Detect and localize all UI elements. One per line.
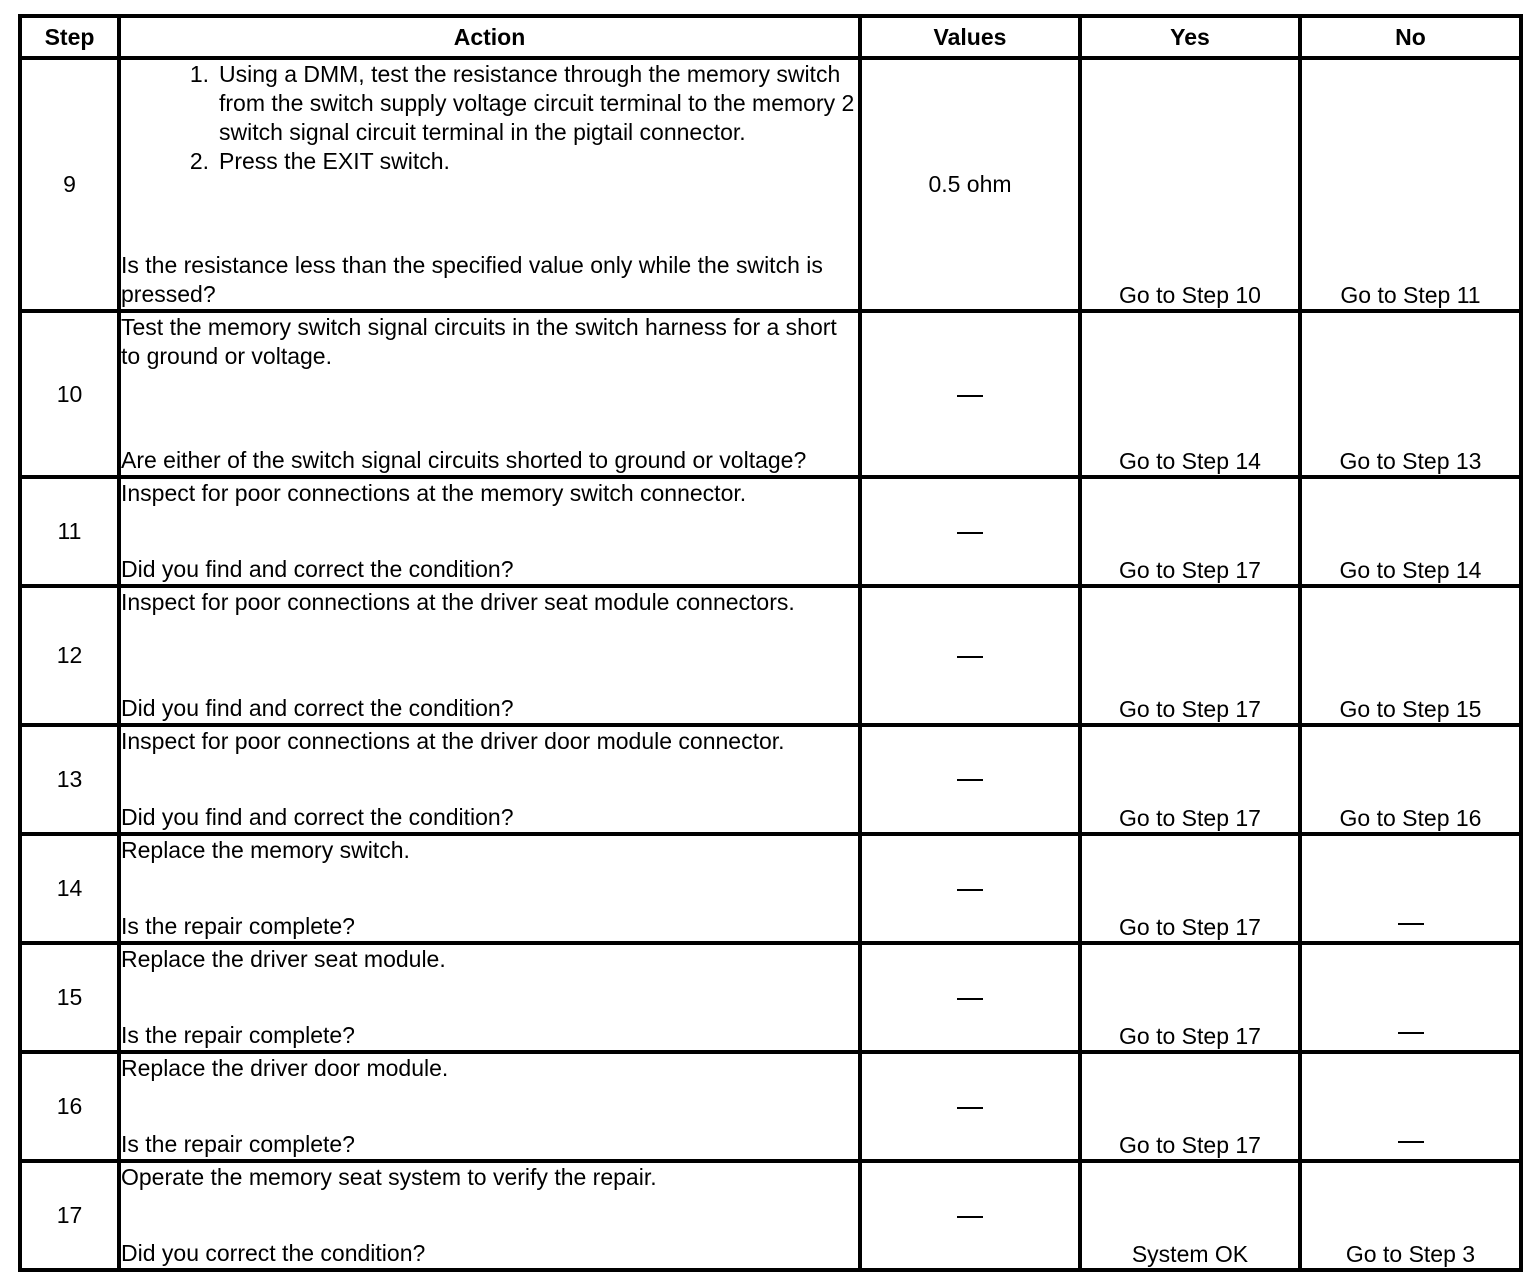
action-question: Did you find and correct the condition? (121, 556, 514, 583)
action-cell (119, 1052, 860, 1161)
table-row (20, 1161, 1521, 1270)
action-instruction: Operate the memory seat system to verify the repair. (121, 1163, 657, 1190)
dash-mark (957, 395, 983, 397)
values-cell: 0.5 ohm (860, 58, 1080, 311)
step-number: 9 (20, 58, 119, 311)
yes-cell: Go to Step 17 (1080, 586, 1300, 724)
action-cell (119, 311, 860, 477)
action-instruction: Inspect for poor connections at the driver door module connector. (121, 727, 785, 754)
yes-cell: Go to Step 17 (1080, 834, 1300, 943)
table-row (20, 58, 1521, 311)
no-cell (1300, 834, 1521, 943)
dash-mark (957, 532, 983, 534)
action-steps (121, 60, 858, 176)
dash-mark (957, 779, 983, 781)
step-number: 16 (20, 1052, 119, 1161)
table-row (20, 943, 1521, 1052)
header-row (20, 16, 1521, 58)
action-question: Did you find and correct the condition? (121, 694, 514, 721)
no-cell: Go to Step 16 (1300, 725, 1521, 834)
header-no: No (1300, 16, 1521, 58)
action-step: 1. Using a DMM, test the resistance through the memory switch from the switch supply voltage circuit terminal to the memory 2 switch signal circuit terminal in the pigtail connector. (189, 61, 855, 145)
action-question: Is the repair complete? (121, 912, 355, 939)
dash-mark (957, 998, 983, 1000)
step-number: 11 (20, 477, 119, 586)
table-row (20, 834, 1521, 943)
action-instruction: Replace the memory switch. (121, 836, 410, 863)
yes-cell: Go to Step 17 (1080, 943, 1300, 1052)
action-cell (119, 477, 860, 586)
values-cell (860, 477, 1080, 586)
yes-cell: Go to Step 17 (1080, 725, 1300, 834)
no-cell: Go to Step 13 (1300, 311, 1521, 477)
dash-mark (957, 889, 983, 891)
table-row (20, 311, 1521, 477)
dash-mark (1398, 923, 1424, 925)
action-question: Is the repair complete? (121, 1130, 355, 1157)
values-cell (860, 1161, 1080, 1270)
table-row (20, 725, 1521, 834)
action-question: Did you correct the condition? (121, 1240, 426, 1266)
header-action: Action (119, 16, 860, 58)
action-cell (119, 1161, 860, 1270)
action-instruction: Test the memory switch signal circuits in the switch harness for a short to ground or voltage. (121, 314, 837, 370)
action-question: Is the resistance less than the specified value only while the switch is pressed? (121, 252, 823, 308)
header-step: Step (20, 16, 119, 58)
no-cell: Go to Step 15 (1300, 586, 1521, 724)
dash-mark (1398, 1141, 1424, 1143)
no-cell: Go to Step 11 (1300, 58, 1521, 311)
action-cell (119, 58, 860, 311)
step-number: 12 (20, 586, 119, 724)
values-cell (860, 943, 1080, 1052)
no-cell: Go to Step 14 (1300, 477, 1521, 586)
action-cell (119, 586, 860, 724)
dash-mark (957, 1107, 983, 1109)
values-cell (860, 725, 1080, 834)
yes-cell: System OK (1080, 1161, 1300, 1270)
action-cell (119, 834, 860, 943)
action-question: Are either of the switch signal circuits shorted to ground or voltage? (121, 447, 807, 474)
action-cell (119, 725, 860, 834)
action-instruction: Inspect for poor connections at the driver seat module connectors. (121, 589, 795, 616)
yes-cell: Go to Step 17 (1080, 477, 1300, 586)
values-cell (860, 586, 1080, 724)
yes-cell: Go to Step 14 (1080, 311, 1300, 477)
values-cell (860, 311, 1080, 477)
dash-mark (1398, 1032, 1424, 1034)
action-instruction: Inspect for poor connections at the memory switch connector. (121, 480, 747, 507)
step-number: 14 (20, 834, 119, 943)
table-row (20, 586, 1521, 724)
table-row (20, 1052, 1521, 1161)
table-row (20, 477, 1521, 586)
dash-mark (957, 1216, 983, 1218)
action-step: 2. Press the EXIT switch. (189, 148, 450, 174)
no-cell (1300, 1052, 1521, 1161)
action-cell (119, 943, 860, 1052)
values-cell (860, 1052, 1080, 1161)
diagnostic-table (18, 14, 1523, 1272)
action-instruction: Replace the driver door module. (121, 1054, 449, 1081)
no-cell: Go to Step 3 (1300, 1161, 1521, 1270)
header-values: Values (860, 16, 1080, 58)
action-question: Is the repair complete? (121, 1021, 355, 1048)
step-number: 17 (20, 1161, 119, 1270)
action-question: Did you find and correct the condition? (121, 803, 514, 830)
yes-cell: Go to Step 17 (1080, 1052, 1300, 1161)
step-number: 10 (20, 311, 119, 477)
values-cell (860, 834, 1080, 943)
action-instruction: Replace the driver seat module. (121, 945, 446, 972)
dash-mark (957, 656, 983, 658)
no-cell (1300, 943, 1521, 1052)
step-number: 15 (20, 943, 119, 1052)
yes-cell: Go to Step 10 (1080, 58, 1300, 311)
header-yes: Yes (1080, 16, 1300, 58)
step-number: 13 (20, 725, 119, 834)
